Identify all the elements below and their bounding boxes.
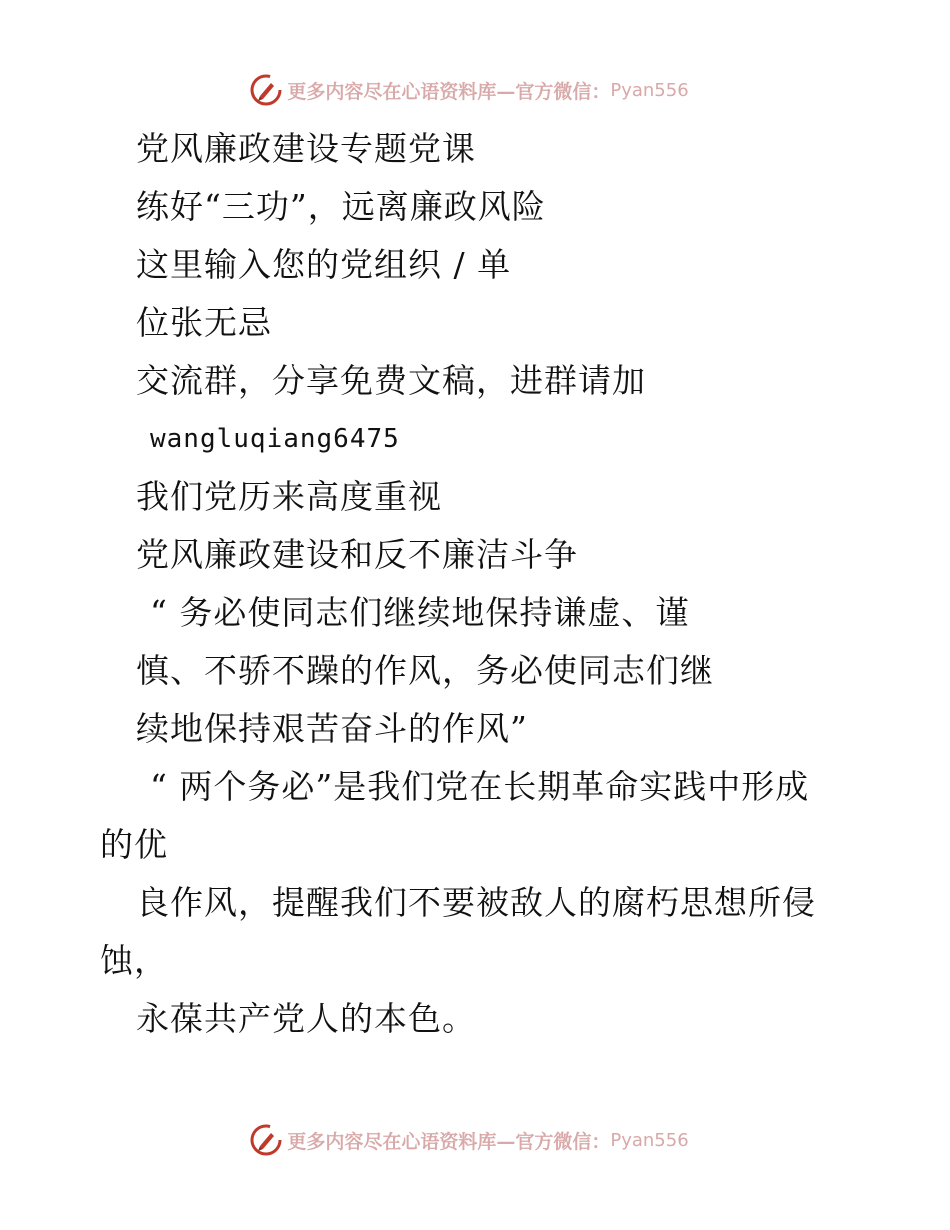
contact-id: wangluqiang6475	[150, 424, 400, 454]
footer-banner-text: 更多内容尽在心语资料库—官方微信：	[287, 1130, 611, 1153]
header-banner	[0, 70, 950, 110]
body-line: 慎、不骄不躁的作风，务必使同志们继	[136, 651, 714, 690]
body-line: 交流群，分享免费文稿，进群请加	[136, 361, 646, 400]
doc-subtitle: 练好“三功”，远离廉政风险	[136, 187, 546, 226]
body-line: 续地保持艰苦奋斗的作风”	[136, 709, 528, 748]
body-line: 的优	[100, 825, 168, 864]
body-line: 位张无忌	[136, 303, 272, 342]
document-body	[100, 120, 860, 1048]
body-line: 永葆共产党人的本色。	[136, 999, 476, 1038]
body-line: 蚀，	[100, 941, 168, 980]
header-banner-text: 更多内容尽在心语资料库—官方微信：	[287, 80, 611, 103]
body-line: 我们党历来高度重视	[136, 477, 442, 516]
doc-title: 党风廉政建设专题党课	[136, 129, 476, 168]
pen-logo-icon	[249, 1123, 283, 1157]
footer-banner	[0, 1120, 950, 1160]
body-line: “ 务必使同志们继续地保持谦虚、谨	[150, 593, 690, 632]
body-line: 党风廉政建设和反不廉洁斗争	[136, 535, 578, 574]
pen-logo-icon	[249, 73, 283, 107]
body-line: “ 两个务必”是我们党在长期革命实践中形成	[150, 767, 810, 806]
body-line: 良作风，提醒我们不要被敌人的腐朽思想所侵	[136, 883, 816, 922]
body-line: 这里输入您的党组织 / 单	[136, 245, 512, 284]
footer-wechat-id: Pyan556	[610, 1129, 689, 1151]
header-wechat-id: Pyan556	[610, 79, 689, 101]
